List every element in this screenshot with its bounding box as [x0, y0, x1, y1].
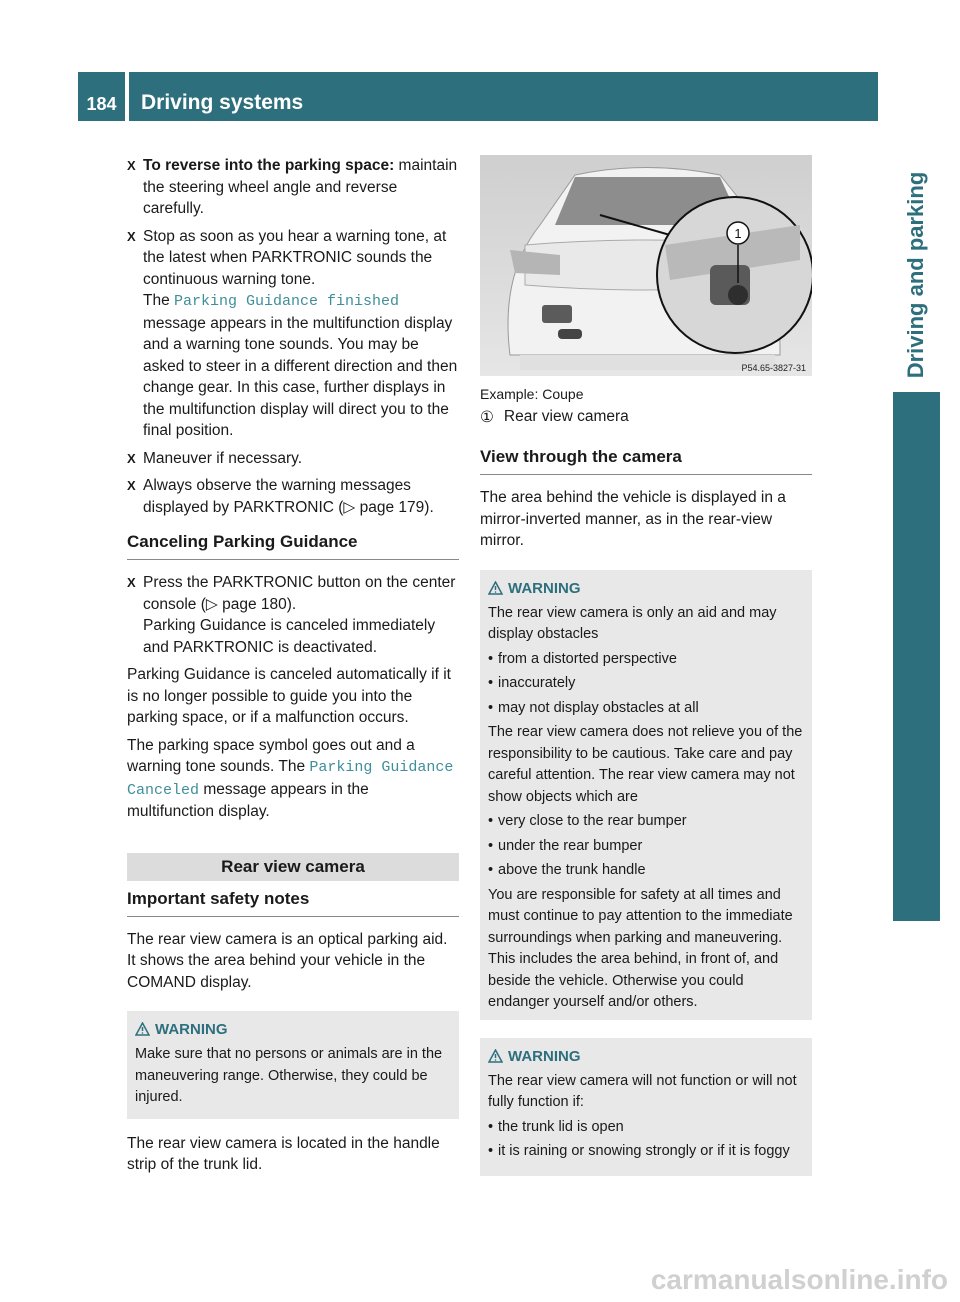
warning-triangle-icon: [488, 581, 503, 595]
photo-code: P54.65-3827-31: [741, 363, 806, 373]
heading-view: View through the camera: [480, 447, 812, 475]
paragraph: The parking space symbol goes out and a warning tone sounds. The Parking Guidance Canceled message appears in the multifunction display.: [127, 736, 454, 820]
photo-caption: Example: Coupe: [480, 386, 584, 402]
heading-canceling: Canceling Parking Guidance: [127, 532, 459, 560]
warning-box: WARNING The rear view camera is only an aid and may display obstacles • from a distorted perspective • inaccurately • may not display obstacles at all The rear view camera does not relieve you of the responsibility to be cautious. Take care and pay careful attention. The rear view camera may not show objects which are • very close to the rear bumper • under the rear bumper • above the trunk handle You are responsible for safety at all times and must continue to pay attention to the immediate surroundings when parking and maneuvering. This includes the area behind, in front of, and beside the vehicle. Otherwise you could endanger yourself and/or others.: [480, 570, 812, 1020]
list-item: • it is raining or snowing strongly or if it is foggy: [488, 1141, 804, 1163]
step: X Stop as soon as you hear a warning tone, at the latest when PARKTRONIC sounds the continuous warning tone. The Parking Guidance finished message appears in the multifunction display and a warning tone sounds. You may be asked to steer in a different direction and then change gear. In this case, further displays in the multifunction display will direct you to the final position.: [127, 227, 458, 439]
warning-box: WARNING Make sure that no persons or animals are in the maneuvering range. Otherwise, they could be injured.: [127, 1011, 459, 1119]
warning-title: WARNING: [488, 1048, 804, 1065]
warning-title: WARNING: [135, 1021, 451, 1038]
step: X To reverse into the parking space: maintain the steering wheel angle and reverse carefully.: [127, 157, 458, 217]
step: X Press the PARKTRONIC button on the center console (▷ page 180). Parking Guidance is canceled immediately and PARKTRONIC is deactivated.: [127, 574, 456, 656]
list-item: • the trunk lid is open: [488, 1117, 804, 1139]
paragraph: The area behind the vehicle is displayed in a mirror-inverted manner, as in the rear-view mirror.: [480, 489, 786, 549]
warning-triangle-icon: [135, 1022, 150, 1036]
car-rear-photo: [480, 155, 812, 376]
page-number: 184: [78, 72, 125, 121]
legend-item: ① Rear view camera: [480, 408, 629, 426]
warning-box: WARNING The rear view camera will not function or will not fully function if: • the trunk lid is open • it is raining or snowing strongly or if it is foggy: [480, 1038, 812, 1176]
photo-callout: 1: [734, 226, 742, 241]
list-item: • may not display obstacles at all: [488, 698, 804, 720]
warning-title: WARNING: [488, 580, 804, 597]
section-bar: Rear view camera: [127, 853, 459, 881]
list-item: • inaccurately: [488, 673, 804, 695]
side-label: Driving and parking: [903, 171, 928, 379]
left-column: [127, 155, 459, 1176]
step: X Maneuver if necessary.: [127, 449, 303, 467]
list-item: • above the trunk handle: [488, 860, 804, 882]
list-item: • under the rear bumper: [488, 836, 804, 858]
paragraph: The rear view camera is an optical parking aid. It shows the area behind your vehicle in the COMAND display.: [127, 930, 448, 991]
heading-safety: Important safety notes: [127, 889, 459, 917]
step: X Always observe the warning messages displayed by PARKTRONIC (▷ page 179).: [127, 477, 434, 516]
watermark: carmanualsonline.info: [650, 1264, 948, 1295]
paragraph: Parking Guidance is canceled automatically if it is no longer possible to guide you into the parking space, or if a malfunction occurs.: [127, 666, 451, 726]
list-item: • very close to the rear bumper: [488, 811, 804, 833]
list-item: • from a distorted perspective: [488, 649, 804, 671]
paragraph: The rear view camera is located in the handle strip of the trunk lid.: [127, 1134, 440, 1173]
page-title: Driving systems: [129, 72, 889, 121]
display-message: Parking Guidance Canceled: [127, 759, 454, 799]
display-message: Parking Guidance finished: [174, 293, 400, 310]
warning-triangle-icon: [488, 1049, 503, 1063]
right-column: [480, 155, 812, 1176]
